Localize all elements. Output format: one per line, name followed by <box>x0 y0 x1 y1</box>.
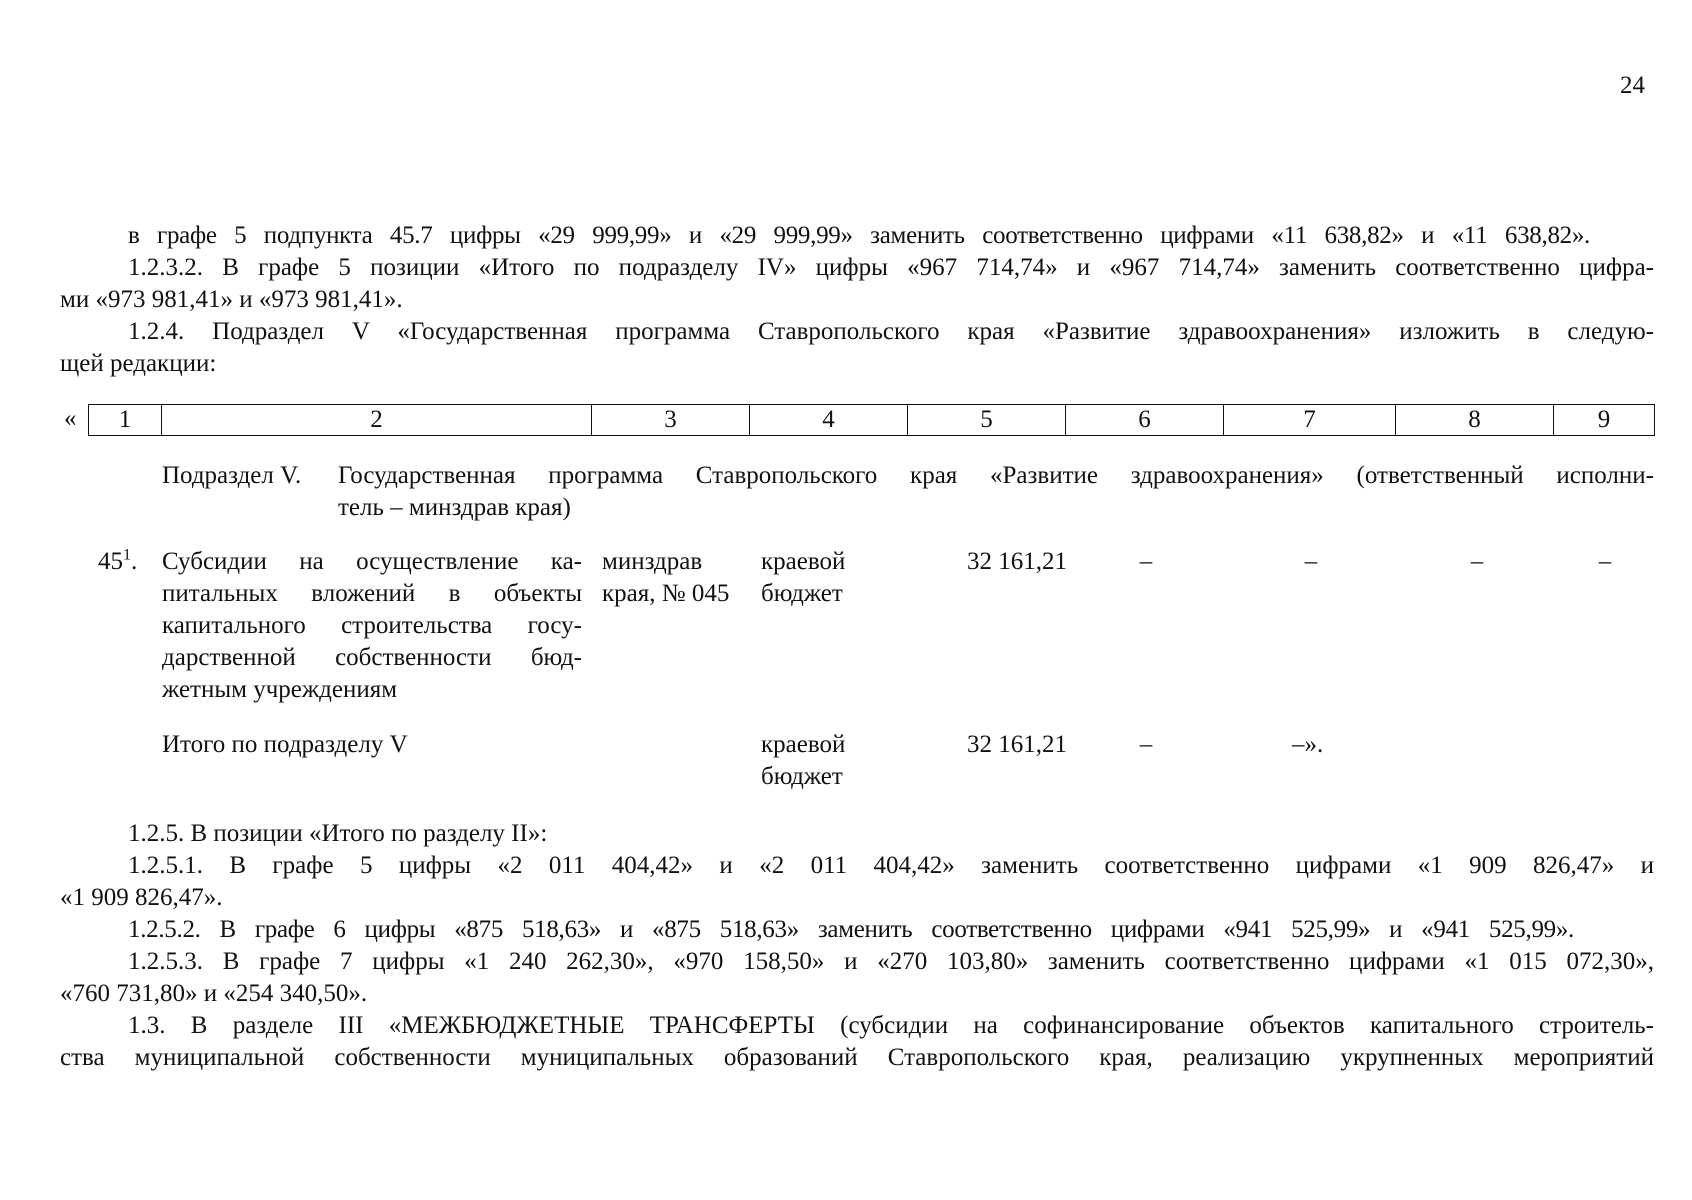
subsection-title-line-a: Государственная программа Ставропольского края «Развитие здравоохранения» (ответственный исполни- <box>338 462 1654 489</box>
total-col5-value: 32 161,21 <box>967 731 1067 758</box>
total-source-line-1: краевой <box>761 731 846 758</box>
paragraph-13-line-a: 1.3. В разделе III «МЕЖБЮДЖЕТНЫЕ ТРАНСФЕРТЫ (субсидии на софинансирование объектов капитального строитель- <box>128 1012 1654 1039</box>
total-label: Итого по подразделу V <box>162 731 408 758</box>
table-header-numbers <box>88 404 1655 436</box>
paragraph-1251-line-b: «1 909 826,47». <box>60 884 223 911</box>
row-name-line-1: Субсидии на осуществление ка- <box>162 548 582 575</box>
row-name-line-3: капитального строительства госу- <box>162 612 582 639</box>
total-source-line-2: бюджет <box>761 763 843 790</box>
header-col-2: 2 <box>162 405 592 436</box>
header-col-3: 3 <box>592 405 750 436</box>
row-admin-line-1: минздрав <box>602 548 703 575</box>
header-col-6: 6 <box>1066 405 1224 436</box>
header-col-7: 7 <box>1224 405 1396 436</box>
page-number: 24 <box>1620 72 1645 99</box>
row-name-line-5: жетным учреждениям <box>162 676 398 703</box>
row-name-line-2: питальных вложений в объекты <box>162 580 582 607</box>
paragraph-124-line-a: 1.2.4. Подраздел V «Государственная программа Ставропольского края «Развитие здравоохранения» изложить в следую- <box>128 318 1654 345</box>
row-source-line-1: краевой <box>761 548 846 575</box>
total-col7-value: –». <box>1292 731 1324 758</box>
paragraph-1252: 1.2.5.2. В графе 6 цифры «875 518,63» и «875 518,63» заменить соответственно цифрами «941 525,99» и «941 525,99». <box>128 916 1574 943</box>
subsection-title-line-b: тель – минздрав края) <box>338 494 571 521</box>
header-col-1: 1 <box>89 405 162 436</box>
header-col-4: 4 <box>750 405 908 436</box>
row-name-line-4: дарственной собственности бюд- <box>162 644 582 671</box>
row-source-line-2: бюджет <box>761 580 843 607</box>
paragraph-124-line-b: щей редакции: <box>60 350 217 377</box>
header-col-9: 9 <box>1554 405 1655 436</box>
row-admin-line-2: края, № 045 <box>602 580 730 607</box>
row-col7-value: – <box>1304 548 1318 575</box>
header-col-8: 8 <box>1396 405 1554 436</box>
intro-line-1: в графе 5 подпункта 45.7 цифры «29 999,99» и «29 999,99» заменить соответственно цифрами «11 638,82» и «11 638,82». <box>128 222 1590 249</box>
row-col5-value: 32 161,21 <box>967 548 1067 575</box>
row-number: $45^1$. <box>98 546 138 575</box>
paragraph-13-line-b: ства муниципальной собственности муниципальных образований Ставропольского края, реализацию укрупненных мероприятий <box>60 1044 1654 1071</box>
paragraph-1232-line-b: ми «973 981,41» и «973 981,41». <box>60 286 403 313</box>
row-col8-value: – <box>1470 548 1484 575</box>
paragraph-1251-line-a: 1.2.5.1. В графе 5 цифры «2 011 404,42» и «2 011 404,42» заменить соответственно цифрами «1 909 826,47» и <box>128 852 1654 879</box>
paragraph-125: 1.2.5. В позиции «Итого по разделу II»: <box>128 820 548 847</box>
header-col-5: 5 <box>908 405 1066 436</box>
table-open-quote: « <box>64 405 77 432</box>
subsection-label: Подраздел V. <box>162 462 302 489</box>
paragraph-1253-line-b: «760 731,80» и «254 340,50». <box>60 980 368 1007</box>
row-col9-value: – <box>1598 548 1612 575</box>
total-col6-value: – <box>1139 731 1153 758</box>
paragraph-1253-line-a: 1.2.5.3. В графе 7 цифры «1 240 262,30», «970 158,50» и «270 103,80» заменить соответственно цифрами «1 015 072,30», <box>128 948 1654 975</box>
row-col6-value: – <box>1139 548 1153 575</box>
paragraph-1232-line-a: 1.2.3.2. В графе 5 позиции «Итого по подразделу IV» цифры «967 714,74» и «967 714,74» заменить соответственно цифра- <box>128 254 1654 281</box>
